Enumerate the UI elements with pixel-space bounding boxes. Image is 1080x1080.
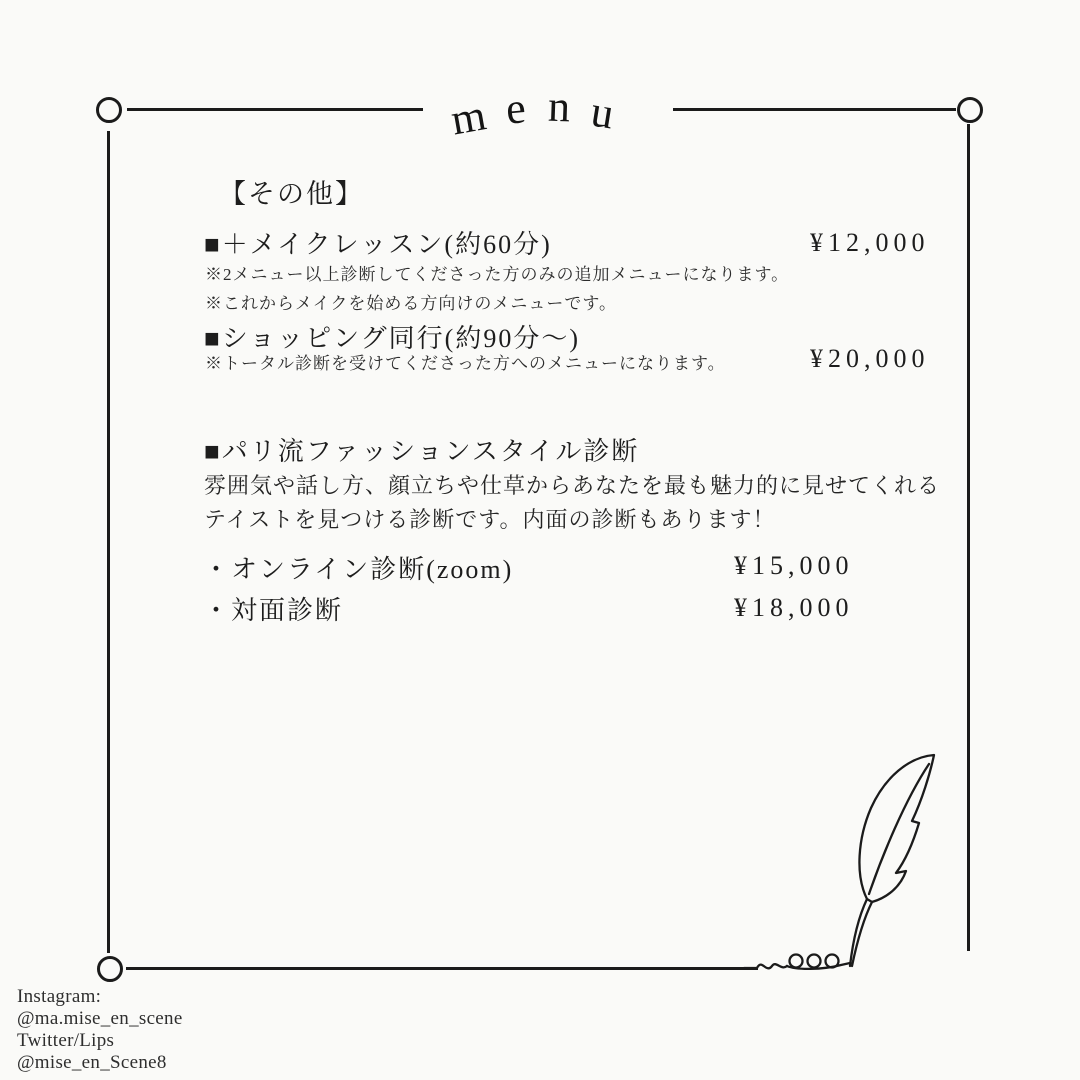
frame-corner-circle-bottom-left (97, 956, 123, 982)
item-description-line: 雰囲気や話し方、顔立ちや仕草からあなたを最も魅力的に見せてくれる (204, 473, 941, 498)
menu-item-note: ※これからメイクを始める方向けのメニューです。 (205, 294, 617, 313)
frame-corner-circle-top-right (957, 97, 983, 123)
menu-option-price: ¥18,000 (734, 593, 854, 622)
page-title (447, 81, 617, 145)
item-description-line: テイストを見つける診断です。内面の診断もあります！ (204, 507, 776, 532)
menu-item-price: ¥12,000 (810, 228, 930, 257)
title-letter: u (587, 86, 617, 139)
social-handles (17, 986, 183, 1074)
menu-item-name: ■ショッピング同行(約90分〜) (204, 324, 580, 353)
menu-option-name: ・オンライン診断(zoom) (203, 555, 514, 584)
section-heading: 【その他】 (219, 179, 364, 209)
frame-line-left (107, 131, 110, 953)
frame-line-top-left (127, 108, 423, 111)
footer-social-line: Twitter/Lips (17, 1030, 115, 1051)
title-letter: e (504, 83, 528, 134)
title-letter: n (547, 81, 571, 132)
menu-item-name: ■＋メイクレッスン(約60分) (204, 230, 552, 259)
frame-line-bottom (126, 967, 758, 970)
menu-item-name: ■パリ流ファッションスタイル診断 (204, 437, 640, 466)
frame-corner-circle-top-left (96, 97, 122, 123)
footer-social-line: Instagram: (17, 986, 102, 1007)
footer-social-line: @mise_en_Scene8 (17, 1052, 167, 1073)
menu-item-note: ※2メニュー以上診断してくださった方のみの追加メニューになります。 (205, 265, 790, 284)
menu-item-note: ※トータル診断を受けてくださった方へのメニューになります。 (205, 354, 726, 373)
quill-pen-icon (735, 733, 1015, 993)
menu-option-name: ・対面診断 (203, 596, 344, 625)
menu-item-price: ¥20,000 (810, 344, 930, 373)
frame-line-top-right (673, 108, 956, 111)
title-letter: m (447, 90, 490, 145)
footer-social-line: @ma.mise_en_scene (17, 1008, 183, 1029)
menu-option-price: ¥15,000 (734, 551, 854, 580)
